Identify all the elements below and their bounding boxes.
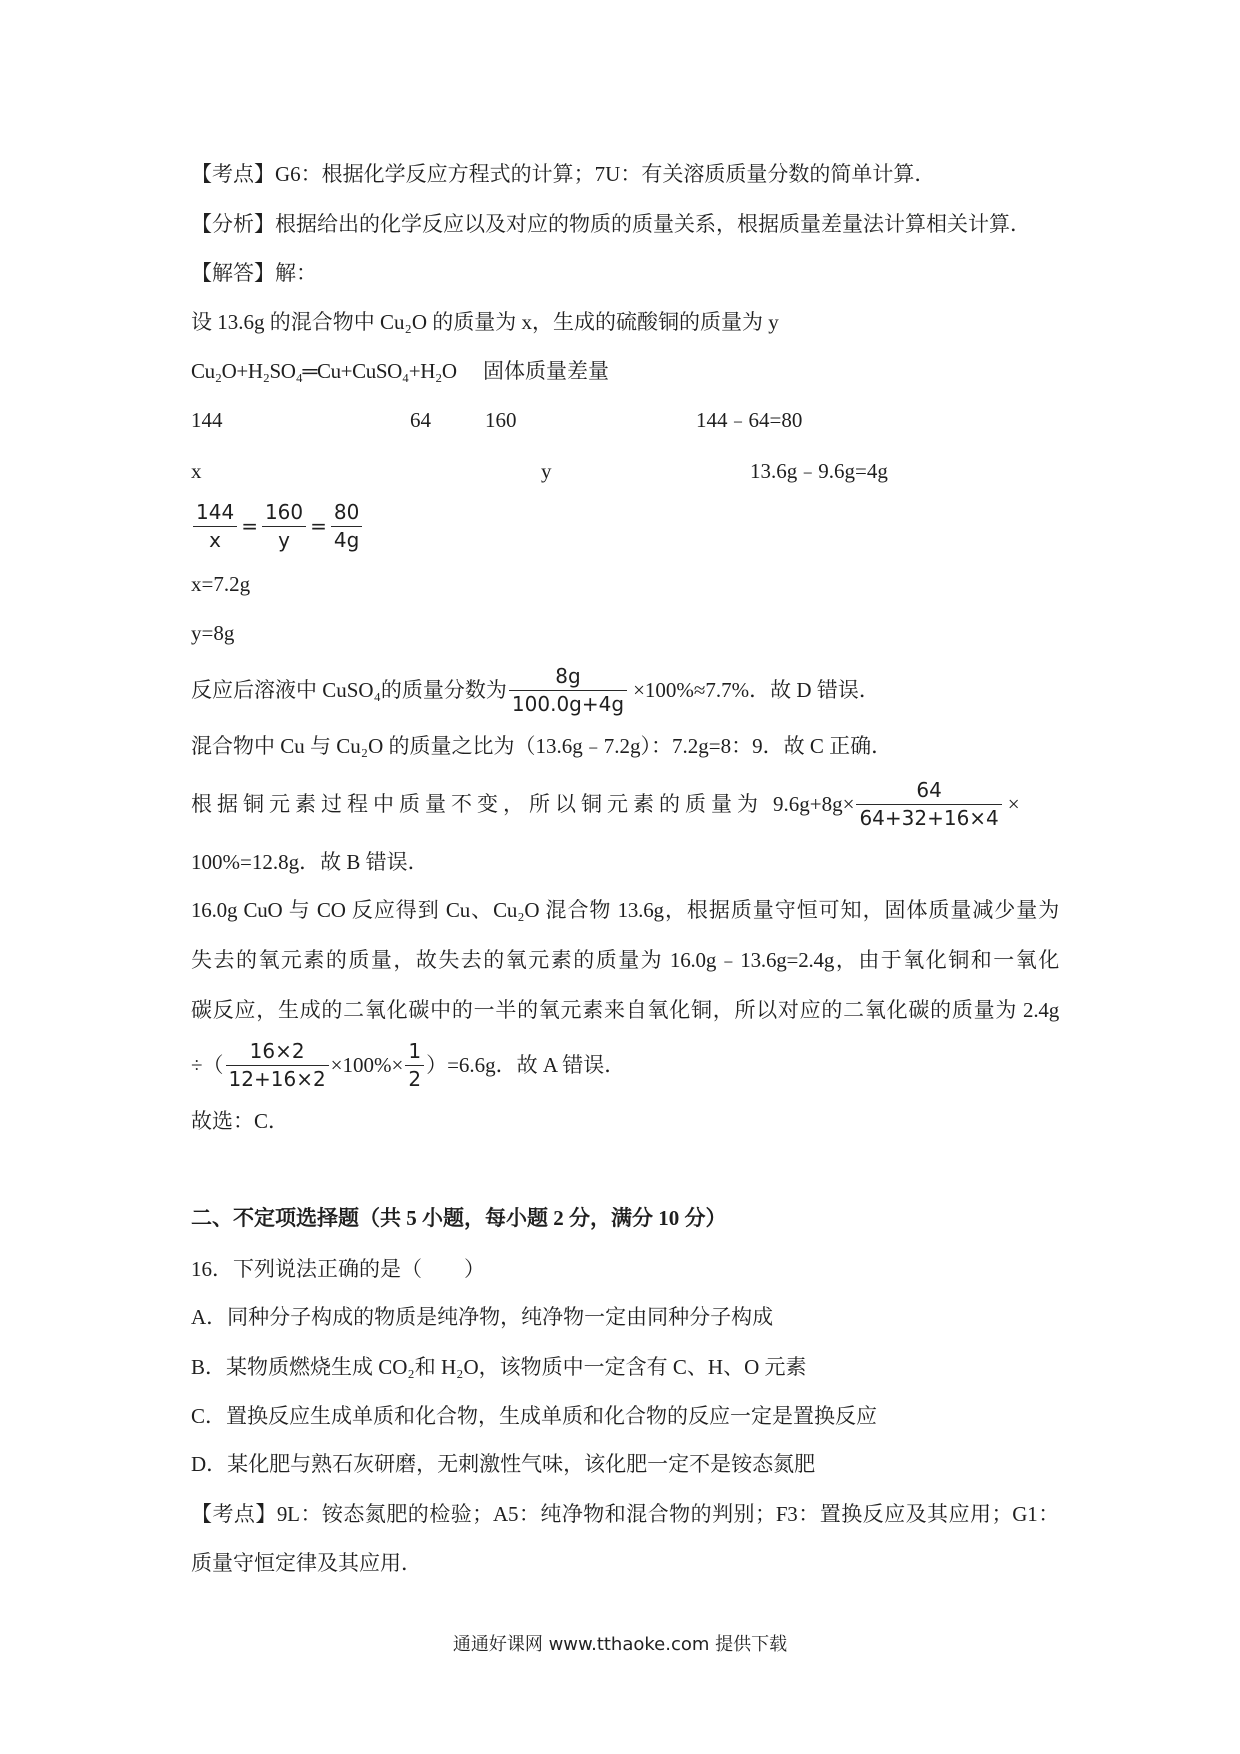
fraction <box>405 1039 424 1092</box>
fraction <box>262 500 306 553</box>
unknown-row <box>191 455 1059 487</box>
question-option-b: B．某物质燃烧生成 CO₂和 H₂O，该物质中一定含有 C、H、O 元素 <box>191 1355 807 1379</box>
fraction-numerator: 64 <box>856 778 1001 805</box>
jieda-line: 【解答】解： <box>191 261 317 285</box>
copper-mass-expression: 9.6g+8g× <box>773 792 855 816</box>
mass-value-cu2o: 144 <box>191 408 223 432</box>
proportion-equation <box>191 494 1059 558</box>
fraction-numerator: 1 <box>405 1039 424 1066</box>
fenxi-line: 【分析】根据给出的化学反应以及对应的物质的质量关系，根据质量差量法计算相关计算． <box>191 212 1031 236</box>
mass-difference-value: 144﹣64=80 <box>696 408 803 432</box>
copper-mass-prefix: 根据铜元素过程中质量不变，所以铜元素的质量为 <box>191 792 763 816</box>
actual-mass-difference: 13.6g﹣9.6g=4g <box>750 459 888 483</box>
mass-value-cuso4: 160 <box>485 408 517 432</box>
unknown-y: y <box>541 459 552 483</box>
mass-fraction-line <box>191 658 1059 722</box>
mass-difference-label: 固体质量差量 <box>483 359 609 383</box>
fraction <box>226 1039 329 1092</box>
oxygen-paragraph-line: 16.0g CuO 与 CO 反应得到 Cu、Cu₂O 混合物 13.6g，根据质量守恒可知，固体质量减少量为 <box>191 898 1059 922</box>
copper-mass-result: 100%=12.8g．故 B 错误． <box>191 850 429 874</box>
x-result: x=7.2g <box>191 572 251 596</box>
question-kaodian-line: 【考点】9L：铵态氮肥的检验；A5：纯净物和混合物的判别；F3：置换反应及其应用；G1： <box>191 1502 1059 1526</box>
co2-mass-line <box>191 1033 1059 1097</box>
equals-sign: = <box>310 514 327 538</box>
chemical-equation: Cu₂O+H₂SO₄═Cu+CuSO₄+H₂O <box>191 359 457 383</box>
fraction-denominator: 64+32+16×4 <box>859 805 999 830</box>
mass-row <box>191 404 1059 436</box>
copper-mass-suffix: × <box>1007 792 1020 816</box>
equation-row <box>191 355 1059 387</box>
y-result: y=8g <box>191 621 235 645</box>
fraction-numerator: 80 <box>331 500 362 527</box>
fraction-numerator: 8g <box>509 664 627 691</box>
fraction <box>856 778 1001 831</box>
mass-fraction-suffix: ×100%≈7.7%．故 D 错误． <box>633 678 880 702</box>
co2-mass-middle: ×100%× <box>330 1053 404 1077</box>
fraction-numerator: 16×2 <box>226 1039 329 1066</box>
oxygen-paragraph-line: 碳反应，生成的二氧化碳中的一半的氧元素来自氧化铜，所以对应的二氧化碳的质量为 2.4g <box>191 998 1059 1022</box>
copper-mass-line <box>191 772 1059 836</box>
equals-sign: = <box>241 514 258 538</box>
footer-download-note: 通通好课网 www.tthaoke.com 提供下载 <box>452 1634 788 1655</box>
mass-fraction-prefix: 反应后溶液中 CuSO₄的质量分数为 <box>191 678 507 702</box>
unknown-x: x <box>191 459 202 483</box>
oxygen-paragraph-line: 失去的氧元素的质量，故失去的氧元素的质量为 16.0g﹣13.6g=2.4g，由于氧化铜和一氧化 <box>191 948 1059 972</box>
question-kaodian-line: 质量守恒定律及其应用． <box>191 1551 422 1575</box>
kaodian-line: 【考点】G6：根据化学反应方程式的计算；7U：有关溶质质量分数的简单计算． <box>191 162 936 186</box>
co2-mass-suffix: ）=6.6g．故 A 错误． <box>426 1053 626 1077</box>
fraction <box>331 500 362 553</box>
question-option-a: A．同种分子构成的物质是纯净物，纯净物一定由同种分子构成 <box>191 1305 774 1329</box>
fraction <box>193 500 237 553</box>
question-option-d: D．某化肥与熟石灰研磨，无刺激性气味，该化肥一定不是铵态氮肥 <box>191 1452 816 1476</box>
fraction-denominator: x <box>209 527 222 552</box>
question-option-c: C．置换反应生成单质和化合物，生成单质和化合物的反应一定是置换反应 <box>191 1404 878 1428</box>
section-heading: 二、不定项选择题（共 5 小题，每小题 2 分，满分 10 分） <box>191 1206 727 1230</box>
fraction-denominator: 4g <box>333 527 360 552</box>
co2-mass-prefix: ÷（ <box>191 1053 224 1077</box>
fraction <box>509 664 627 717</box>
fraction-denominator: 100.0g+4g <box>511 691 625 716</box>
answer-line: 故选：C． <box>191 1109 290 1133</box>
ratio-line: 混合物中 Cu 与 Cu₂O 的质量之比为（13.6g﹣7.2g）：7.2g=8：9．故 C 正确． <box>191 734 893 758</box>
mass-value-cu: 64 <box>410 408 431 432</box>
fraction-denominator: 12+16×2 <box>228 1066 326 1091</box>
fraction-numerator: 160 <box>262 500 306 527</box>
fraction-denominator: y <box>278 527 290 552</box>
let-statement: 设 13.6g 的混合物中 Cu₂O 的质量为 x，生成的硫酸铜的质量为 y <box>191 310 779 334</box>
fraction-numerator: 144 <box>193 500 237 527</box>
question-stem: 16．下列说法正确的是（ ） <box>191 1257 485 1281</box>
fraction-denominator: 2 <box>408 1066 422 1091</box>
